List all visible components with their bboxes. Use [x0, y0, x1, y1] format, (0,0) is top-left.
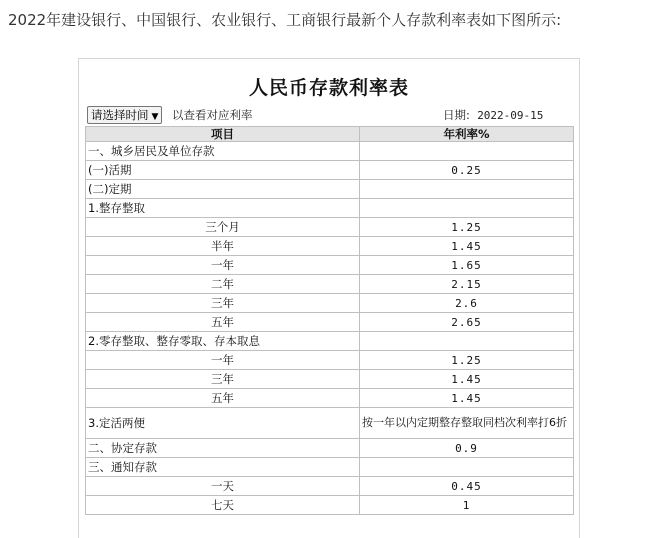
table-row [86, 351, 574, 370]
row-item: 一天 [86, 477, 360, 496]
row-item: 三个月 [86, 218, 360, 237]
row-rate: 2.6 [360, 294, 574, 313]
header-item: 项目 [86, 127, 360, 142]
row-item: 一年 [86, 256, 360, 275]
table-row [86, 161, 574, 180]
table-row [86, 294, 574, 313]
table-header-row [86, 127, 574, 142]
row-item: 2.零存整取、整存零取、存本取息 [86, 332, 360, 351]
table-row [86, 477, 574, 496]
table-row [86, 370, 574, 389]
row-rate [360, 180, 574, 199]
row-rate: 0.25 [360, 161, 574, 180]
row-item: 一、城乡居民及单位存款 [86, 142, 360, 161]
table-row [86, 332, 574, 351]
row-rate: 1.25 [360, 351, 574, 370]
table-row [86, 218, 574, 237]
row-rate: 0.45 [360, 477, 574, 496]
row-rate [360, 199, 574, 218]
row-item: 三、通知存款 [86, 458, 360, 477]
table-row [86, 313, 574, 332]
table-row [86, 408, 574, 439]
table-row [86, 180, 574, 199]
row-rate [360, 332, 574, 351]
row-item: 七天 [86, 496, 360, 515]
date-value: 2022-09-15 [477, 109, 544, 122]
intro-text: 2022年建设银行、中国银行、农业银行、工商银行最新个人存款利率表如下图所示: [8, 11, 562, 29]
table-row [86, 275, 574, 294]
date-select[interactable] [87, 106, 162, 124]
row-item: 三年 [86, 294, 360, 313]
row-item: 一年 [86, 351, 360, 370]
date-select-label: 请选择时间 [91, 108, 149, 122]
row-rate: 1.45 [360, 237, 574, 256]
table-row [86, 389, 574, 408]
row-rate: 1.45 [360, 370, 574, 389]
row-rate: 0.9 [360, 439, 574, 458]
row-item: 二年 [86, 275, 360, 294]
chevron-down-icon: ▼ [151, 112, 159, 122]
table-row [86, 439, 574, 458]
row-rate: 1.25 [360, 218, 574, 237]
row-rate: 1.65 [360, 256, 574, 275]
row-item: (二)定期 [86, 180, 360, 199]
row-item: 三年 [86, 370, 360, 389]
row-item: 3.定活两便 [86, 408, 360, 439]
table-row [86, 199, 574, 218]
table-row [86, 237, 574, 256]
table-row [86, 256, 574, 275]
header-rate: 年利率% [360, 127, 574, 142]
table-row [86, 496, 574, 515]
row-rate: 2.65 [360, 313, 574, 332]
date-label: 日期: [443, 108, 470, 122]
row-item: 五年 [86, 313, 360, 332]
row-item: 五年 [86, 389, 360, 408]
rate-table [85, 126, 574, 515]
select-hint: 以查看对应利率 [172, 108, 253, 122]
row-item: 半年 [86, 237, 360, 256]
row-rate: 1 [360, 496, 574, 515]
row-item: (一)活期 [86, 161, 360, 180]
row-rate: 2.15 [360, 275, 574, 294]
row-item: 二、协定存款 [86, 439, 360, 458]
row-rate [360, 458, 574, 477]
table-row [86, 142, 574, 161]
row-rate: 1.45 [360, 389, 574, 408]
table-row [86, 458, 574, 477]
date-display [443, 107, 543, 123]
toolbar [87, 106, 571, 124]
row-rate [360, 142, 574, 161]
row-item: 1.整存整取 [86, 199, 360, 218]
row-rate: 按一年以内定期整存整取同档次利率打6折 [360, 408, 574, 439]
rate-table-image [78, 58, 580, 538]
table-title: 人民币存款利率表 [248, 77, 409, 99]
